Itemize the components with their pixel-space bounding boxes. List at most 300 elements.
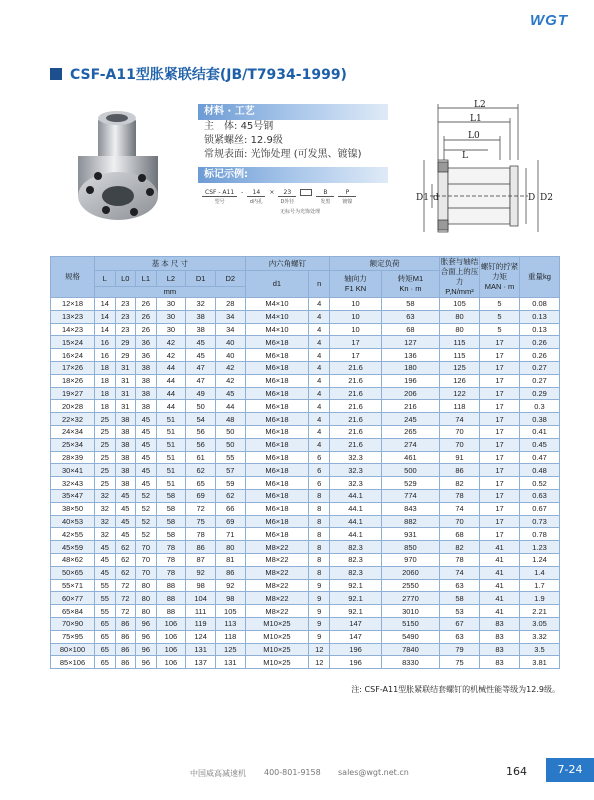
table-cell: 38×50 (51, 502, 95, 515)
table-cell: 25 (95, 477, 116, 490)
table-cell: 17 (480, 515, 520, 528)
table-cell: 4 (309, 310, 330, 323)
table-cell: 0.13 (520, 323, 560, 336)
dim-label-l: L (462, 151, 468, 161)
table-cell: 65×84 (51, 605, 95, 618)
table-cell: 22×32 (51, 413, 95, 426)
table-cell: 55×71 (51, 579, 95, 592)
table-cell: 4 (309, 374, 330, 387)
table-cell: 75 (440, 656, 480, 669)
table-cell: 8 (309, 566, 330, 579)
table-cell: 12 (309, 643, 330, 656)
table-cell: 500 (381, 464, 439, 477)
table-row (51, 630, 560, 643)
table-cell: 4 (309, 438, 330, 451)
col-spec: 规格 (51, 257, 95, 298)
spec-line-surface (198, 148, 388, 162)
table-cell: 4 (309, 323, 330, 336)
table-cell: 216 (381, 400, 439, 413)
table-cell: 44.1 (330, 502, 382, 515)
table-row (51, 336, 560, 349)
table-cell: 38 (115, 425, 136, 438)
table-cell: 62 (215, 489, 245, 502)
table-cell: M6×18 (245, 528, 309, 541)
table-cell: 83 (480, 656, 520, 669)
table-cell: 44 (156, 361, 186, 374)
table-cell: M4×10 (245, 310, 309, 323)
col-axial-unit: F1 KN (344, 284, 367, 293)
table-cell: 28 (215, 298, 245, 311)
table-cell: 1.7 (520, 579, 560, 592)
table-cell: 2770 (381, 592, 439, 605)
table-cell: 96 (136, 617, 157, 630)
table-cell: 115 (440, 336, 480, 349)
table-cell: M6×18 (245, 515, 309, 528)
spec-line-screw (198, 134, 388, 148)
table-cell: 17 (480, 374, 520, 387)
table-cell: 57 (215, 464, 245, 477)
table-cell: 115 (440, 349, 480, 362)
table-cell: 124 (186, 630, 216, 643)
table-cell: 23 (115, 298, 136, 311)
table-cell: 8 (309, 502, 330, 515)
table-cell: 8 (309, 528, 330, 541)
table-cell: 63 (381, 310, 439, 323)
spec-panel (198, 104, 388, 215)
table-cell: M6×18 (245, 489, 309, 502)
table-cell: 0.3 (520, 400, 560, 413)
table-cell: 32×43 (51, 477, 95, 490)
table-cell: 2550 (381, 579, 439, 592)
table-cell: 45 (115, 489, 136, 502)
table-row (51, 579, 560, 592)
table-cell: 31 (115, 374, 136, 387)
table-cell: 31 (115, 361, 136, 374)
table-cell: 71 (215, 528, 245, 541)
table-cell: 0.26 (520, 349, 560, 362)
table-cell: 55 (215, 451, 245, 464)
table-cell: 44.1 (330, 528, 382, 541)
table-cell: M6×18 (245, 374, 309, 387)
table-cell: M8×22 (245, 579, 309, 592)
table-cell: 55 (95, 579, 116, 592)
table-cell: 88 (156, 592, 186, 605)
table-cell: 104 (186, 592, 216, 605)
table-cell: 30 (156, 323, 186, 336)
table-cell: 14×23 (51, 323, 95, 336)
table-cell: 78 (440, 553, 480, 566)
table-cell: 32 (95, 489, 116, 502)
table-row (51, 361, 560, 374)
table-cell: 6 (309, 464, 330, 477)
col-torque (381, 271, 439, 298)
table-cell: 88 (156, 605, 186, 618)
table-cell: 34 (215, 323, 245, 336)
table-cell: 41 (480, 592, 520, 605)
table-cell: 8 (309, 515, 330, 528)
table-note: 注: CSF-A11型胀紧联结套螺钉的机械性能等级为12.9级。 (351, 685, 560, 694)
table-cell: 20×28 (51, 400, 95, 413)
table-cell: 58 (156, 502, 186, 515)
table-cell: 23 (115, 323, 136, 336)
table-cell: 13×23 (51, 310, 95, 323)
col-D1: D1 (186, 271, 216, 287)
table-cell: 4 (309, 361, 330, 374)
table-cell: 136 (381, 349, 439, 362)
table-cell: 265 (381, 425, 439, 438)
table-cell: 0.29 (520, 387, 560, 400)
table-cell: 118 (440, 400, 480, 413)
table-cell: 2.21 (520, 605, 560, 618)
table-cell: M6×18 (245, 477, 309, 490)
table-cell: 32 (186, 298, 216, 311)
table-cell: 10 (330, 323, 382, 336)
table-cell: 127 (381, 336, 439, 349)
table-cell: 70×90 (51, 617, 95, 630)
table-cell: M6×18 (245, 438, 309, 451)
table-cell: 63 (440, 579, 480, 592)
table-cell: 17 (480, 528, 520, 541)
table-cell: 125 (215, 643, 245, 656)
table-cell: 119 (186, 617, 216, 630)
col-n: n (309, 271, 330, 298)
table-cell: 86 (215, 566, 245, 579)
table-row (51, 323, 560, 336)
table-cell: 50 (186, 400, 216, 413)
table-cell: 59 (215, 477, 245, 490)
table-row (51, 643, 560, 656)
table-cell: 5 (480, 310, 520, 323)
table-cell: 0.67 (520, 502, 560, 515)
table-cell: 38 (115, 451, 136, 464)
table-cell: 44 (156, 400, 186, 413)
table-cell: 82.3 (330, 541, 382, 554)
table-cell: 45 (136, 413, 157, 426)
table-row (51, 298, 560, 311)
table-cell: 41 (480, 541, 520, 554)
table-cell: 1.4 (520, 566, 560, 579)
table-cell: 51 (156, 464, 186, 477)
table-cell: 3.5 (520, 643, 560, 656)
table-cell: 970 (381, 553, 439, 566)
table-cell: 65 (95, 656, 116, 669)
table-cell: 4 (309, 336, 330, 349)
table-cell: 62 (115, 541, 136, 554)
table-cell: 52 (136, 489, 157, 502)
table-cell: 82.3 (330, 553, 382, 566)
table-cell: 45 (95, 566, 116, 579)
table-cell: 86 (115, 656, 136, 669)
table-cell: 72 (115, 605, 136, 618)
spec-value: 光饰处理 (可发黑、镀镍) (250, 149, 362, 160)
title-marker (50, 68, 62, 80)
table-cell: 8 (309, 553, 330, 566)
table-cell: 7840 (381, 643, 439, 656)
table-cell: 41 (480, 553, 520, 566)
dim-label-d1: D1 (416, 193, 429, 203)
table-row (51, 349, 560, 362)
table-cell: 40 (215, 349, 245, 362)
table-cell: 74 (440, 413, 480, 426)
table-cell: 68 (440, 528, 480, 541)
table-cell: 18 (95, 387, 116, 400)
table-cell: 17 (480, 413, 520, 426)
table-cell: 45 (136, 425, 157, 438)
table-cell: 25×34 (51, 438, 95, 451)
col-pressure-unit: P,N/mm² (445, 287, 474, 296)
col-tightening-unit: MAN · m (484, 282, 515, 291)
table-cell: 40 (215, 336, 245, 349)
table-cell: 80 (440, 310, 480, 323)
example-model-label: 型号 (214, 199, 225, 205)
table-cell: 96 (136, 656, 157, 669)
table-cell: 0.45 (520, 438, 560, 451)
table-cell: 78 (156, 541, 186, 554)
table-cell: 931 (381, 528, 439, 541)
table-cell: 47 (186, 374, 216, 387)
table-cell: 5 (480, 323, 520, 336)
table-cell: 38 (136, 400, 157, 413)
example-model-value: CSF - A11 (202, 189, 237, 197)
table-cell: M6×18 (245, 336, 309, 349)
table-cell: 53 (440, 605, 480, 618)
table-cell: 17 (330, 336, 382, 349)
table-cell: 45 (95, 541, 116, 554)
table-cell: 45 (115, 502, 136, 515)
col-torque-unit: Kn · m (399, 284, 422, 293)
table-cell: 81 (215, 553, 245, 566)
spec-key: 锁紧螺丝: (204, 135, 248, 146)
table-cell: 12×18 (51, 298, 95, 311)
table-cell: 18 (95, 374, 116, 387)
table-cell: 74 (440, 502, 480, 515)
table-cell: 44 (156, 387, 186, 400)
table-cell: 21.6 (330, 438, 382, 451)
table-cell: 882 (381, 515, 439, 528)
table-cell: 17 (480, 477, 520, 490)
col-d1: d1 (245, 271, 309, 298)
table-cell: M10×25 (245, 617, 309, 630)
table-cell: 4 (309, 387, 330, 400)
table-cell: 72 (115, 579, 136, 592)
table-cell: 62 (115, 553, 136, 566)
table-cell: 75 (186, 515, 216, 528)
table-cell: 45 (136, 451, 157, 464)
table-cell: M8×22 (245, 592, 309, 605)
table-cell: 88 (156, 579, 186, 592)
table-cell: 8 (309, 541, 330, 554)
table-cell: 274 (381, 438, 439, 451)
table-cell: 44.1 (330, 489, 382, 502)
table-cell: 80 (440, 323, 480, 336)
table-cell: 21.6 (330, 387, 382, 400)
table-cell: 38 (136, 361, 157, 374)
table-cell: 62 (115, 566, 136, 579)
table-cell: 69 (186, 489, 216, 502)
table-cell: 29 (115, 349, 136, 362)
spec-table (50, 256, 560, 669)
dim-label-D: D (528, 193, 536, 203)
table-row (51, 605, 560, 618)
table-cell: 98 (215, 592, 245, 605)
table-cell: 42 (156, 336, 186, 349)
dim-label-l0: L0 (468, 131, 480, 141)
table-row (51, 541, 560, 554)
table-cell: 92 (186, 566, 216, 579)
table-cell: 45×59 (51, 541, 95, 554)
table-cell: 1.23 (520, 541, 560, 554)
table-cell: 0.78 (520, 528, 560, 541)
table-cell: M8×22 (245, 605, 309, 618)
table-cell: 91 (440, 451, 480, 464)
example-times: × (269, 189, 275, 196)
col-screw: 内六角螺钉 (245, 257, 330, 271)
table-cell: 38 (115, 464, 136, 477)
table-cell: 35×47 (51, 489, 95, 502)
brand-logo: WGT (530, 12, 568, 29)
table-cell: 196 (381, 374, 439, 387)
table-cell: 42 (215, 374, 245, 387)
table-cell: 78 (440, 489, 480, 502)
example-dash: - (241, 189, 244, 196)
table-cell: 80×100 (51, 643, 95, 656)
table-cell: 8 (309, 489, 330, 502)
table-cell: M10×25 (245, 656, 309, 669)
table-cell: 9 (309, 617, 330, 630)
table-cell: 14 (95, 298, 116, 311)
table-cell: 92.1 (330, 592, 382, 605)
example-black-value: B (316, 189, 334, 197)
table-cell: 774 (381, 489, 439, 502)
col-tightening (480, 257, 520, 298)
table-cell: 125 (440, 361, 480, 374)
table-cell: 25 (95, 464, 116, 477)
table-cell: 42 (215, 361, 245, 374)
table-cell: 45 (115, 528, 136, 541)
table-cell: 72 (186, 502, 216, 515)
table-cell: 45 (136, 464, 157, 477)
table-cell: 58 (381, 298, 439, 311)
table-cell: M6×18 (245, 361, 309, 374)
table-cell: 21.6 (330, 425, 382, 438)
table-cell: 25 (95, 413, 116, 426)
example-finish-box (300, 189, 312, 196)
table-cell: 10 (330, 298, 382, 311)
table-cell: 30×41 (51, 464, 95, 477)
table-cell: 25 (95, 425, 116, 438)
spec-value: 12.9级 (250, 135, 283, 146)
table-cell: 72 (115, 592, 136, 605)
table-cell: 0.27 (520, 374, 560, 387)
table-cell: 0.41 (520, 425, 560, 438)
table-cell: 10 (330, 310, 382, 323)
table-cell: 78 (156, 566, 186, 579)
technical-drawing (388, 100, 558, 240)
table-cell: 3010 (381, 605, 439, 618)
table-cell: 60×77 (51, 592, 95, 605)
table-cell: 58 (156, 515, 186, 528)
spec-key: 常规表面: (204, 149, 248, 160)
table-cell: 70 (136, 553, 157, 566)
table-cell: 92.1 (330, 605, 382, 618)
spec-value: 45号钢 (240, 121, 274, 132)
table-cell: 98 (186, 579, 216, 592)
table-cell: 31 (115, 400, 136, 413)
table-cell: 79 (440, 643, 480, 656)
table-row (51, 617, 560, 630)
table-cell: 106 (156, 630, 186, 643)
product-image (58, 106, 198, 226)
table-cell: 17 (480, 451, 520, 464)
table-cell: 461 (381, 451, 439, 464)
table-cell: 67 (440, 617, 480, 630)
table-cell: 21.6 (330, 361, 382, 374)
table-cell: 131 (186, 643, 216, 656)
table-cell: 96 (136, 630, 157, 643)
example-model (202, 189, 237, 205)
col-rated-load: 额定负荷 (330, 257, 440, 271)
table-cell: 113 (215, 617, 245, 630)
table-row (51, 528, 560, 541)
example-black-label: 发黑 (320, 199, 331, 205)
table-cell: 82.3 (330, 566, 382, 579)
table-cell: 45 (186, 349, 216, 362)
table-cell: 86 (440, 464, 480, 477)
table-cell: 31 (115, 387, 136, 400)
table-cell: M10×25 (245, 643, 309, 656)
table-cell: 17 (480, 425, 520, 438)
table-cell: 17 (480, 361, 520, 374)
table-cell: 52 (136, 502, 157, 515)
example-bore-label: d内孔 (249, 199, 263, 205)
table-row (51, 438, 560, 451)
table-cell: M10×25 (245, 630, 309, 643)
example-nickel-label: 镀镍 (342, 199, 353, 205)
page-title: CSF-A11型胀紧联结套(JB/T7934-1999) (70, 67, 347, 83)
spec-table-body (51, 298, 560, 669)
col-L1: L1 (136, 271, 157, 287)
table-cell: 85×106 (51, 656, 95, 669)
col-L2: L2 (156, 271, 186, 287)
material-section-header: 材料 · 工艺 (198, 104, 388, 120)
table-cell: 15×24 (51, 336, 95, 349)
table-cell: M6×18 (245, 464, 309, 477)
table-cell: 131 (215, 656, 245, 669)
table-cell: 14 (95, 323, 116, 336)
table-cell: 32 (95, 515, 116, 528)
dim-label-l1: L1 (470, 114, 482, 124)
table-cell: 8330 (381, 656, 439, 669)
table-cell: 55 (95, 605, 116, 618)
table-cell: 2060 (381, 566, 439, 579)
table-cell: 105 (440, 298, 480, 311)
table-cell: 17×26 (51, 361, 95, 374)
table-cell: 21.6 (330, 374, 382, 387)
table-cell: 44.1 (330, 515, 382, 528)
table-cell: 42×55 (51, 528, 95, 541)
table-cell: 80 (215, 541, 245, 554)
table-cell: 180 (381, 361, 439, 374)
table-cell: 68 (381, 323, 439, 336)
table-cell: 16×24 (51, 349, 95, 362)
table-cell: 28×39 (51, 451, 95, 464)
marking-example (198, 189, 388, 205)
table-cell: 75×95 (51, 630, 95, 643)
table-row (51, 566, 560, 579)
table-cell: 26 (136, 323, 157, 336)
col-pressure-label: 胀套与轴结合面上的压力 (440, 257, 479, 286)
table-cell: 65 (95, 630, 116, 643)
